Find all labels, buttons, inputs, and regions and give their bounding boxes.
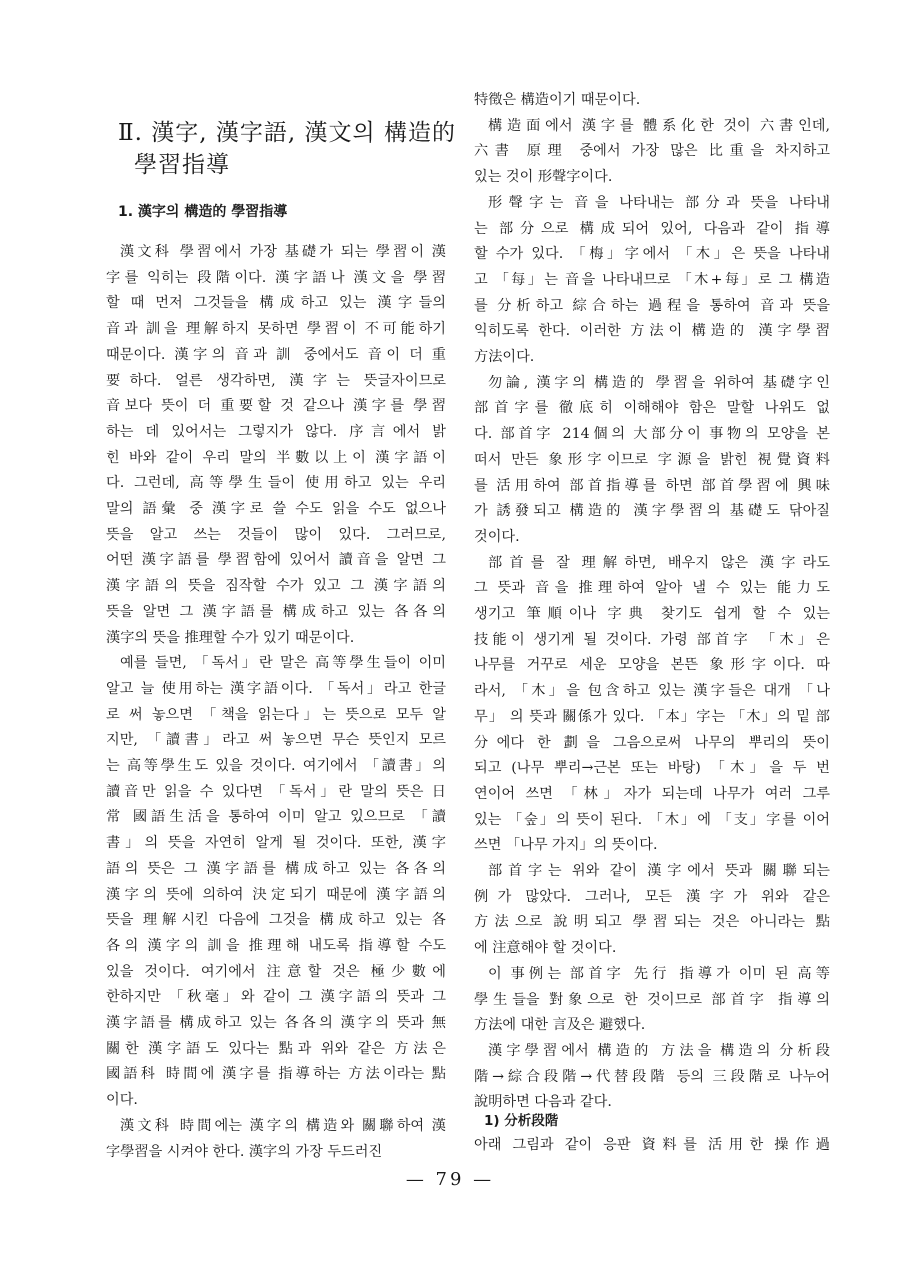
body-line: 分에다 한 劃을 그음으로써 나무의 뿌리의 뜻이 (474, 734, 830, 751)
body-line: 연이어 쓰면 「林」자가 되는데 나무가 여러 그루 (474, 785, 830, 802)
body-line: 漢字學習에서 構造的 方法을 構造의 分析段 (488, 1042, 830, 1059)
body-line: 알고 늘 使用하는 漢字語이다. 「독서」라고 한글 (106, 680, 446, 697)
page-number: — 79 — (405, 1169, 495, 1190)
body-line: 例가 많았다. 그러나, 모든 漢字가 위와 같은 (474, 888, 830, 905)
body-line: 部首를 잘 理解하면, 배우지 않은 漢字라도 (488, 554, 830, 571)
body-line: 뜻을 알면 그 漢字語를 構成하고 있는 各各의 (106, 603, 446, 620)
body-line: 方法에 대한 言及은 避했다. (474, 1017, 646, 1034)
body-line: 다. 部首字 214個의 大部分이 事物의 모양을 본 (474, 426, 830, 443)
body-line: 있는 것이 形聲字이다. (474, 169, 613, 186)
body-line: 익히도록 한다. 이러한 方法이 構造的 漢字學習 (474, 323, 830, 340)
body-line: 뜻을 알고 쓰는 것들이 많이 있다. 그러므로, (106, 526, 446, 543)
body-line: 漢文科 學習에서 가장 基礎가 되는 學習이 漢 (120, 244, 446, 260)
body-line: 特徵은 構造이기 때문이다. (474, 92, 641, 108)
body-line: 는 高等學生도 있을 것이다. 여기에서 「讀書」의 (106, 758, 446, 774)
body-line: 는 部分으로 構成되어 있어, 다음과 같이 指導 (474, 220, 830, 237)
body-line: 것이다. (474, 528, 520, 545)
body-line: 方法이다. (474, 349, 535, 365)
body-line: 쓰면 「나무 가지」의 뜻이다. (474, 837, 658, 854)
body-line: 고 「每」는 音을 나타내므로 「木+每」로 그 構造 (474, 271, 830, 288)
body-line: 書」의 뜻을 자연히 알게 될 것이다. 또한, 漢字 (106, 835, 446, 852)
body-line: 常 國語生活을 통하여 이미 알고 있으므로 「讀 (106, 809, 446, 826)
body-line: 讀音만 읽을 수 있다면 「독서」란 말의 뜻은 日 (106, 783, 446, 800)
subsection-title: 1. 漢字의 構造的 學習指導 (118, 204, 288, 220)
body-line: 떠서 만든 象形字이므로 字源을 밝힌 視覺資料 (474, 451, 830, 468)
body-line: 힌 바와 같이 우리 말의 半數以上이 漢字語이 (106, 449, 446, 466)
body-line: 이다. (106, 1092, 138, 1109)
body-line: 六書 原理 중에서 가장 많은 比重을 차지하고 (474, 143, 830, 160)
body-line: 그 뜻과 音을 推理하여 알아 낼 수 있는 能力도 (474, 580, 830, 597)
body-line: 構造面에서 漢字를 體系化한 것이 六書인데, (488, 117, 830, 134)
body-line: 할 수가 있다. 「梅」字에서 「木」은 뜻을 나타내 (474, 246, 830, 263)
body-line: 나무를 거꾸로 세운 모양을 본뜬 象形字이다. 따 (474, 657, 830, 674)
body-line: 를 活用하여 部首指導를 하면 部首學習에 興味 (474, 477, 830, 494)
body-line: 무」 의 뜻과 關係가 있다. 「本」字는 「木」의 밑 部 (474, 708, 830, 725)
body-line: 漢字의 뜻을 推理할 수가 있기 때문이다. (106, 629, 355, 646)
body-line: 各의 漢字의 訓을 推理해 내도록 指導할 수도 (106, 937, 446, 954)
body-line: 漢字語를 構成하고 있는 各各의 漢字의 뜻과 無 (106, 1015, 446, 1031)
body-line: 說明하면 다음과 같다. (474, 1094, 612, 1111)
section-title-line-2: 學習指導 (134, 152, 230, 178)
body-line: 字學習을 시켜야 한다. 漢字의 가장 두드러진 (106, 1143, 383, 1160)
body-line: 音보다 뜻이 더 重要할 것 같으나 漢字를 學習 (106, 398, 446, 415)
body-line: 音과 訓을 理解하지 못하면 學習이 不可能하기 (106, 321, 446, 338)
body-line: 部首字를 徹底히 이해해야 함은 말할 나위도 없 (474, 400, 830, 417)
body-line: 라서, 「木」을 包含하고 있는 漢字들은 대개 「나 (474, 683, 830, 700)
body-line: 한하지만 「秋毫」와 같이 그 漢字語의 뜻과 그 (106, 989, 446, 1006)
body-line: 部首字는 위와 같이 漢字에서 뜻과 關聯되는 (488, 863, 830, 879)
body-line: 이 事例는 部首字 先行 指導가 이미 된 高等 (488, 965, 830, 982)
body-line: 지만, 「讀書」라고 써 놓으면 무슨 뜻인지 모르 (106, 732, 446, 749)
body-line: 漢字의 뜻에 의하여 決定되기 때문에 漢字語의 (106, 886, 446, 903)
body-line: 어떤 漢字語를 學習함에 있어서 讀音을 알면 그 (106, 552, 446, 569)
body-line: 다. 그런데, 高等學生들이 使用하고 있는 우리 (106, 475, 446, 492)
body-line: 를 分析하고 綜合하는 過程을 통하여 音과 뜻을 (474, 297, 830, 314)
body-line: 가 誘發되고 構造的 漢字學習의 基礎도 닦아질 (474, 503, 830, 520)
body-line: 語의 뜻은 그 漢字語를 構成하고 있는 各各의 (106, 860, 446, 877)
body-line: 하는 데 있어서는 그렇지가 않다. 序言에서 밝 (106, 423, 446, 440)
body-line: 있을 것이다. 여기에서 注意할 것은 極少數에 (106, 963, 446, 980)
body-line: 에 注意해야 할 것이다. (474, 940, 617, 957)
body-line: 예를 들면, 「독서」란 말은 高等學生들이 이미 (120, 655, 446, 672)
body-line: 學生들을 對象으로 한 것이므로 部首字 指導의 (474, 991, 830, 1008)
section-title-line-1: Ⅱ. 漢字, 漢字語, 漢文의 構造的 (118, 120, 457, 146)
body-line: 때문이다. 漢字의 音과 訓 중에서도 音이 더 重 (106, 346, 446, 363)
body-line: 形聲字는 音을 나타내는 部分과 뜻을 나타내 (488, 194, 830, 211)
body-line: 要하다. 얼른 생각하면, 漢字는 뜻글자이므로 (106, 372, 446, 389)
body-line: 字를 익히는 段階이다. 漢字語나 漢文을 學習 (106, 269, 446, 286)
body-line: 되고 (나무 뿌리→근본 또는 바탕) 「木」을 두 번 (474, 760, 830, 777)
body-line: 할 때 먼저 그것들을 構成하고 있는 漢字들의 (106, 295, 446, 312)
body-line: 國語科 時間에 漢字를 指導하는 方法이라는 點 (106, 1066, 446, 1083)
body-line: 뜻을 理解시킨 다음에 그것을 構成하고 있는 各 (106, 912, 446, 929)
body-line: 있는 「숲」의 뜻이 된다. 「木」에 「支」字를 이어 (474, 811, 830, 828)
body-line: 勿論, 漢字의 構造的 學習을 위하여 基礎字인 (488, 374, 830, 391)
step-title: 1) 分析段階 (484, 1113, 559, 1129)
body-line: 方法으로 說明되고 學習되는 것은 아니라는 點 (474, 914, 830, 931)
body-line: 漢字語의 뜻을 짐작할 수가 있고 그 漢字語의 (106, 578, 446, 595)
body-line: 漢文科 時間에는 漢字의 構造와 關聯하여 漢 (120, 1117, 446, 1134)
body-line: 말의 語彙 중 漢字로 쓸 수도 읽을 수도 없으나 (106, 501, 446, 517)
body-line: 아래 그림과 같이 응판 資料를 活用한 操作過 (474, 1137, 830, 1153)
body-line: 생기고 筆順이나 字典 찾기도 쉽게 할 수 있는 (474, 606, 830, 622)
body-line: 로 써 놓으면 「책을 읽는다」는 뜻으로 모두 알 (106, 706, 446, 723)
body-line: 關한 漢字語도 있다는 點과 위와 같은 方法은 (106, 1040, 446, 1057)
body-line: 技能이 생기게 될 것이다. 가령 部首字 「木」은 (474, 631, 830, 648)
body-line: 階→綜合段階→代替段階 등의 三段階로 나누어 (474, 1068, 830, 1085)
